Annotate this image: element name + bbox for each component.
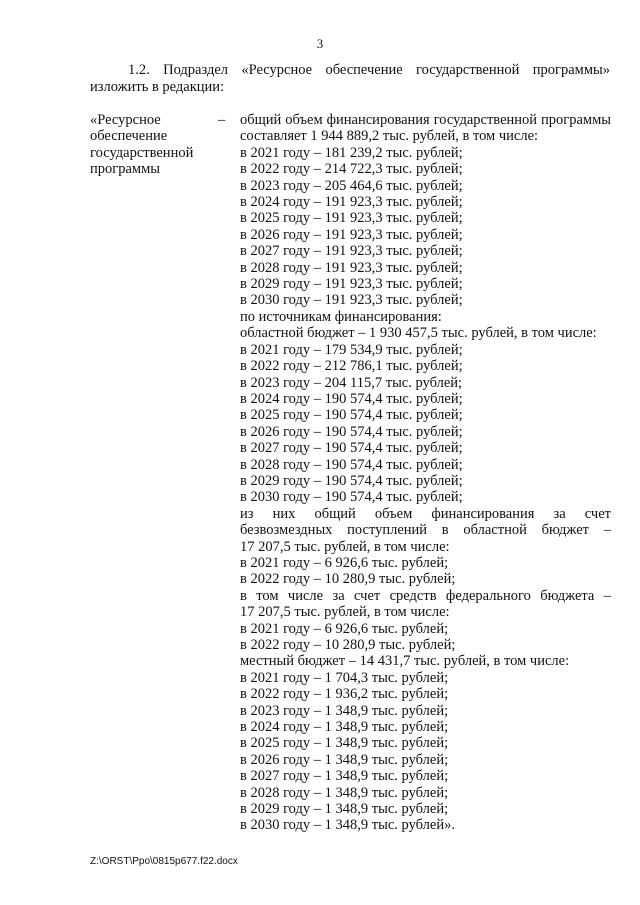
funding-line: из них общий объем финансирования за счет [240,505,611,522]
funding-line: в 2030 году – 190 574,4 тыс. рублей; [240,489,463,506]
funding-line: в 2026 году – 190 574,4 тыс. рублей; [240,423,463,440]
footer-file-path: Z:\ORST\Ppo\0815p677.f22.docx [90,856,238,867]
section-label-line: государственной [90,144,194,161]
funding-line: в 2028 году – 1 348,9 тыс. рублей; [240,784,449,801]
funding-line: в 2021 году – 181 239,2 тыс. рублей; [240,144,463,161]
funding-line: областной бюджет – 1 930 457,5 тыс. рублей, в том числе: [240,325,597,342]
funding-line: в 2022 году – 10 280,9 тыс. рублей; [240,571,456,588]
label-dash: – [218,112,226,128]
funding-line: в том числе за счет средств федерального бюджета – [240,587,611,604]
page-number: 3 [316,36,324,51]
funding-line: в 2023 году – 1 348,9 тыс. рублей; [240,702,449,719]
funding-line: в 2024 году – 1 348,9 тыс. рублей; [240,719,449,736]
intro-second-line: изложить в редакции: [90,78,225,95]
funding-line: в 2022 году – 214 722,3 тыс. рублей; [240,161,463,178]
funding-line: в 2027 году – 1 348,9 тыс. рублей; [240,768,449,785]
funding-content [240,112,611,834]
section-label-line: обеспечение [90,128,168,145]
funding-line: в 2028 году – 190 574,4 тыс. рублей; [240,456,463,473]
funding-line: в 2021 году – 6 926,6 тыс. рублей; [240,620,449,637]
funding-line: в 2023 году – 205 464,6 тыс. рублей; [240,177,463,194]
intro-paragraph [90,62,610,95]
funding-line: в 2026 году – 191 923,3 тыс. рублей; [240,226,463,243]
funding-line: 17 207,5 тыс. рублей, в том числе: [240,538,450,555]
funding-line: в 2029 году – 1 348,9 тыс. рублей; [240,801,449,818]
funding-line: в 2027 году – 191 923,3 тыс. рублей; [240,243,463,260]
funding-line: в 2025 году – 190 574,4 тыс. рублей; [240,407,463,424]
section-label-line: «Ресурсное [90,112,161,128]
funding-line: в 2030 году – 191 923,3 тыс. рублей; [240,292,463,309]
funding-line: в 2022 году – 10 280,9 тыс. рублей; [240,637,456,653]
funding-line: в 2024 году – 190 574,4 тыс. рублей; [240,390,463,407]
funding-line: в 2027 году – 190 574,4 тыс. рублей; [240,440,463,457]
funding-line: в 2022 году – 1 936,2 тыс. рублей; [240,686,449,703]
funding-line: в 2021 году – 1 704,3 тыс. рублей; [240,669,449,686]
funding-line: в 2026 году – 1 348,9 тыс. рублей; [240,751,449,768]
funding-line: в 2021 году – 179 534,9 тыс. рублей; [240,341,463,358]
funding-line: в 2024 году – 191 923,3 тыс. рублей; [240,194,463,211]
funding-line: в 2029 году – 191 923,3 тыс. рублей; [240,276,463,293]
funding-line: в 2029 году – 190 574,4 тыс. рублей; [240,472,463,489]
funding-line: по источникам финансирования: [240,308,442,325]
funding-line: в 2022 году – 212 786,1 тыс. рублей; [240,358,463,375]
section-label-line: программы [90,161,160,178]
funding-line: безвозмездных поступлений в областной бюджет – [240,522,611,539]
funding-line: в 2025 году – 191 923,3 тыс. рублей; [240,210,463,227]
funding-line: в 2030 году – 1 348,9 тыс. рублей». [240,817,455,834]
funding-line: 17 207,5 тыс. рублей, в том числе: [240,604,450,621]
funding-line: местный бюджет – 14 431,7 тыс. рублей, в том числе: [240,653,570,670]
funding-line: в 2028 году – 191 923,3 тыс. рублей; [240,259,463,276]
intro-first-line: 1.2. Подраздел «Ресурсное обеспечение государственной программы» [128,62,610,78]
funding-line: общий объем финансирования государственной программы [240,112,611,128]
funding-line: в 2025 году – 1 348,9 тыс. рублей; [240,735,449,752]
funding-line: в 2021 году – 6 926,6 тыс. рублей; [240,554,449,571]
funding-line: составляет 1 944 889,2 тыс. рублей, в том числе: [240,128,539,145]
funding-line: в 2023 году – 204 115,7 тыс. рублей; [240,374,463,391]
section-label [90,112,215,178]
